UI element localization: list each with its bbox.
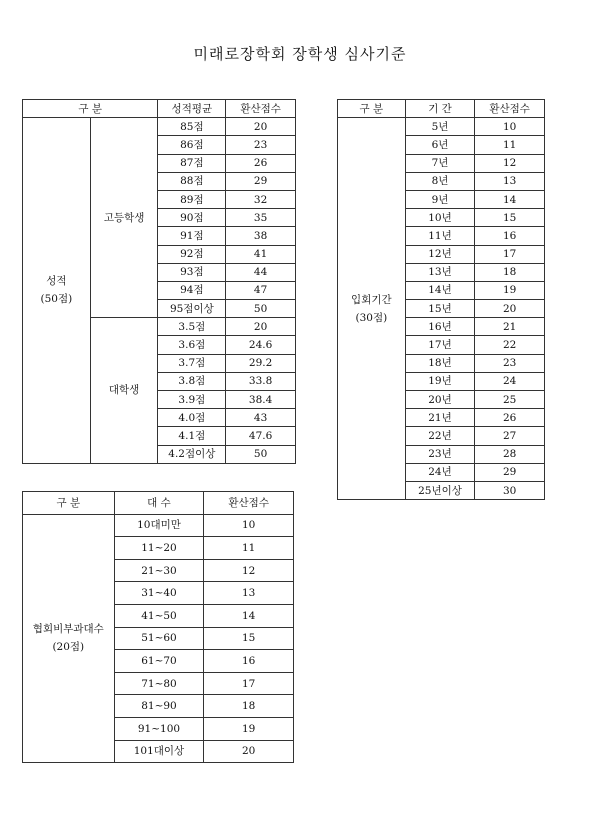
score-value: 13 [475,172,545,190]
score-value: 29 [226,172,296,190]
score-value: 28 [475,445,545,463]
page-title: 미래로장학회 장학생 심사기준 [193,45,407,63]
table-row [23,118,296,136]
score-value: 50 [226,445,296,463]
score-value: 21 [475,318,545,336]
score-value: 27 [475,427,545,445]
header-period: 기 간 [405,100,475,118]
grade-value: 94점 [158,281,226,299]
header-category: 구 분 [23,100,158,118]
category-name: 성적 [46,275,67,288]
grade-value: 3.9점 [158,391,226,409]
period-value: 10년 [405,209,475,227]
category-cell [338,118,406,500]
vehicle-count-value: 71~80 [114,672,204,695]
score-value: 29 [475,463,545,481]
score-value: 24.6 [226,336,296,354]
score-value: 14 [204,604,294,627]
score-value: 17 [475,245,545,263]
grade-value: 95점이상 [158,300,226,318]
grade-value: 4.2점이상 [158,445,226,463]
grade-value: 3.6점 [158,336,226,354]
score-value: 25 [475,391,545,409]
grade-value: 87점 [158,154,226,172]
category-cell [23,118,91,464]
score-value: 14 [475,190,545,208]
score-value: 13 [204,582,294,605]
grade-value: 3.8점 [158,372,226,390]
period-value: 12년 [405,245,475,263]
vehicle-count-value: 31~40 [114,582,204,605]
score-value: 20 [226,118,296,136]
score-value: 18 [204,695,294,718]
period-value: 7년 [405,154,475,172]
header-category: 구 분 [23,492,115,515]
score-value: 11 [475,136,545,154]
grade-value: 93점 [158,263,226,281]
score-value: 50 [226,300,296,318]
score-value: 47 [226,281,296,299]
period-value: 24년 [405,463,475,481]
header-vehicle-count: 대 수 [114,492,204,515]
period-value: 5년 [405,118,475,136]
score-value: 26 [226,154,296,172]
score-value: 23 [475,354,545,372]
grade-value: 4.1점 [158,427,226,445]
vehicle-count-value: 10대미만 [114,514,204,537]
score-value: 10 [475,118,545,136]
period-value: 9년 [405,190,475,208]
category-max-score: (50점) [40,293,73,306]
vehicle-count-value: 51~60 [114,627,204,650]
period-value: 18년 [405,354,475,372]
score-value: 44 [226,263,296,281]
score-value: 18 [475,263,545,281]
category-max-score: (30점) [355,311,388,324]
score-value: 16 [475,227,545,245]
grade-value: 90점 [158,209,226,227]
vehicle-count-value: 101대이상 [114,740,204,763]
period-value: 23년 [405,445,475,463]
grade-value: 88점 [158,172,226,190]
category-name: 협회비부과대수 [32,623,104,636]
grade-value: 3.5점 [158,318,226,336]
period-value: 16년 [405,318,475,336]
period-value: 15년 [405,300,475,318]
grade-value: 4.0점 [158,409,226,427]
score-value: 11 [204,537,294,560]
score-value: 32 [226,190,296,208]
category-name: 입회기간 [351,293,392,306]
vehicle-count-value: 61~70 [114,650,204,673]
table-row [23,514,294,537]
score-value: 15 [475,209,545,227]
category-cell [23,514,115,763]
category-max-score: (20점) [52,641,85,654]
vehicle-count-value: 41~50 [114,604,204,627]
period-value: 19년 [405,372,475,390]
period-value: 22년 [405,427,475,445]
score-value: 12 [475,154,545,172]
membership-period-table [337,99,545,500]
grade-value: 91점 [158,227,226,245]
header-category: 구 분 [338,100,406,118]
period-value: 8년 [405,172,475,190]
vehicle-count-value: 11~20 [114,537,204,560]
score-value: 12 [204,559,294,582]
grade-value: 86점 [158,136,226,154]
score-value: 19 [204,717,294,740]
score-value: 24 [475,372,545,390]
header-converted-score: 환산점수 [226,100,296,118]
grade-value: 89점 [158,190,226,208]
score-value: 26 [475,409,545,427]
score-value: 29.2 [226,354,296,372]
score-value: 33.8 [226,372,296,390]
score-value: 16 [204,650,294,673]
period-value: 20년 [405,391,475,409]
association-fee-table [22,491,294,763]
period-value: 13년 [405,263,475,281]
score-value: 23 [226,136,296,154]
score-value: 15 [204,627,294,650]
score-value: 22 [475,336,545,354]
group-name: 고등학생 [90,118,158,318]
period-value: 25년이상 [405,481,475,499]
period-value: 14년 [405,281,475,299]
grade-value: 92점 [158,245,226,263]
score-value: 10 [204,514,294,537]
period-value: 21년 [405,409,475,427]
score-value: 20 [204,740,294,763]
vehicle-count-value: 81~90 [114,695,204,718]
table-row [338,118,545,136]
header-converted-score: 환산점수 [475,100,545,118]
grade-value: 85점 [158,118,226,136]
period-value: 11년 [405,227,475,245]
grade-value: 3.7점 [158,354,226,372]
score-value: 38.4 [226,391,296,409]
header-converted-score: 환산점수 [204,492,294,515]
score-value: 17 [204,672,294,695]
score-value: 20 [475,300,545,318]
score-value: 38 [226,227,296,245]
score-value: 35 [226,209,296,227]
period-value: 17년 [405,336,475,354]
score-value: 47.6 [226,427,296,445]
score-value: 19 [475,281,545,299]
score-value: 41 [226,245,296,263]
score-value: 20 [226,318,296,336]
grade-criteria-table [22,99,296,464]
score-value: 30 [475,481,545,499]
header-grade-average: 성적평균 [158,100,226,118]
vehicle-count-value: 91~100 [114,717,204,740]
group-name: 대학생 [90,318,158,464]
score-value: 43 [226,409,296,427]
period-value: 6년 [405,136,475,154]
vehicle-count-value: 21~30 [114,559,204,582]
